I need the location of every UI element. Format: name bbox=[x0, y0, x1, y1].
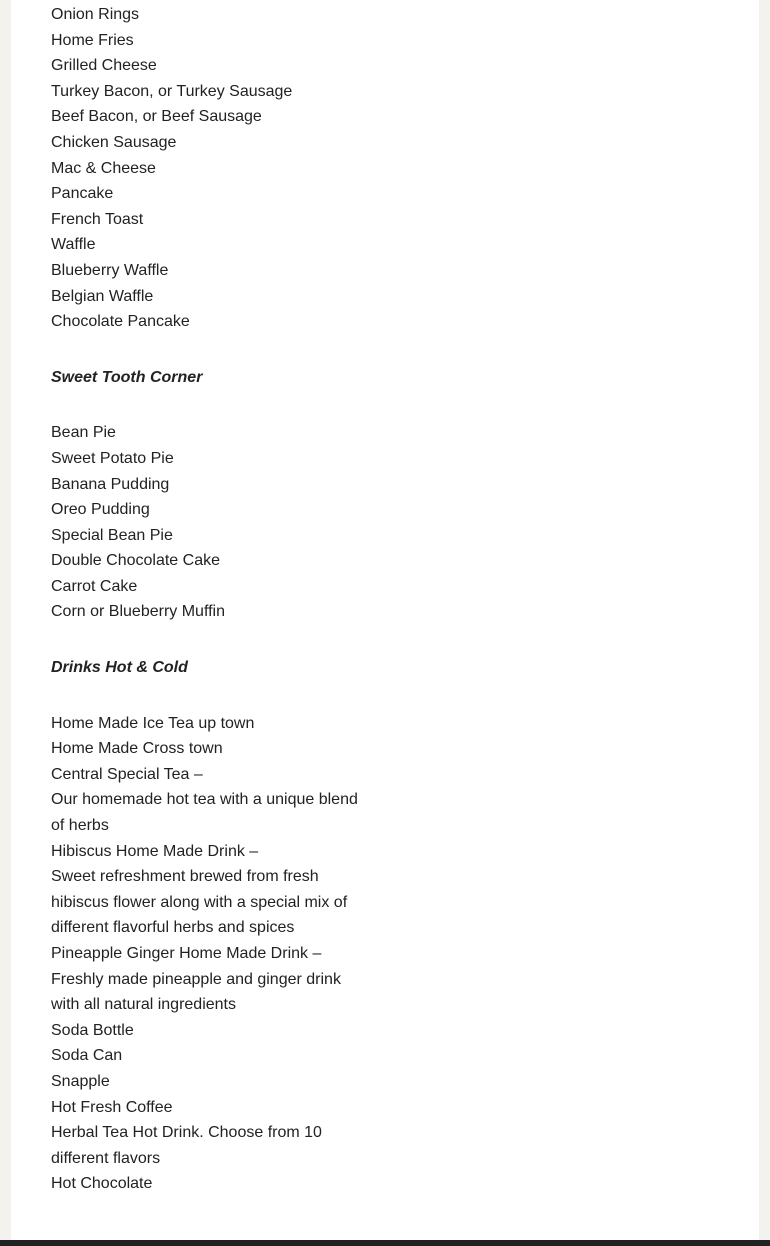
menu-item: Sweet Potato Pie bbox=[51, 449, 174, 467]
menu-item: Soda Can bbox=[51, 1047, 123, 1065]
menu-item-description: Sweet refreshment brewed from fresh hibiscus flower along with a special mix of different flavorful herbs and spices bbox=[51, 868, 348, 937]
menu-item: Central Special Tea – bbox=[51, 765, 203, 783]
menu-item: Oreo Pudding bbox=[51, 501, 150, 519]
menu-item: Waffle bbox=[51, 236, 96, 254]
drinks-list bbox=[51, 711, 371, 1197]
footer-divider bbox=[0, 1240, 770, 1246]
menu-item: Special Bean Pie bbox=[51, 526, 173, 544]
menu-item: Home Made Ice Tea up town bbox=[51, 714, 255, 732]
menu-item: Beef Bacon, or Beef Sausage bbox=[51, 108, 262, 126]
menu-item-description: Freshly made pineapple and ginger drink with all natural ingredients bbox=[51, 970, 341, 1014]
sweet-tooth-heading: Sweet Tooth Corner bbox=[51, 368, 203, 386]
menu-item: Onion Rings bbox=[51, 6, 140, 23]
menu-item: Belgian Waffle bbox=[51, 287, 154, 305]
menu-item: Hot Chocolate bbox=[51, 1175, 153, 1193]
menu-item: Home Fries bbox=[51, 31, 134, 49]
menu-item: Grilled Cheese bbox=[51, 57, 157, 75]
menu-item: French Toast bbox=[51, 210, 144, 228]
menu-item: Hot Fresh Coffee bbox=[51, 1098, 173, 1116]
menu-item: Carrot Cake bbox=[51, 577, 138, 595]
menu-item: Home Made Cross town bbox=[51, 740, 223, 758]
menu-item: Blueberry Waffle bbox=[51, 261, 169, 279]
menu-item-description: Our homemade hot tea with a unique blend of herbs bbox=[51, 791, 358, 835]
menu-item: Pancake bbox=[51, 185, 114, 203]
menu-item: Double Chocolate Cake bbox=[51, 552, 220, 570]
menu-item: Bean Pie bbox=[51, 424, 116, 442]
menu-item: Chocolate Pancake bbox=[51, 313, 190, 331]
sweet-items-list bbox=[51, 420, 371, 625]
menu-item: Banana Pudding bbox=[51, 475, 170, 493]
menu-item: Chicken Sausage bbox=[51, 133, 177, 151]
menu-item: Snapple bbox=[51, 1072, 110, 1090]
menu-item: Mac & Cheese bbox=[51, 159, 156, 177]
menu-item: Pineapple Ginger Home Made Drink – bbox=[51, 945, 322, 962]
menu-item: Soda Bottle bbox=[51, 1021, 134, 1039]
menu-item: Corn or Blueberry Muffin bbox=[51, 603, 225, 621]
menu-content bbox=[51, 2, 371, 1197]
sides-list bbox=[51, 2, 371, 335]
menu-item: Herbal Tea Hot Drink. Choose from 10 different flavors bbox=[51, 1124, 322, 1167]
drinks-heading: Drinks Hot & Cold bbox=[51, 659, 188, 677]
menu-item: Hibiscus Home Made Drink – bbox=[51, 842, 259, 860]
page-content-card bbox=[11, 0, 759, 1240]
menu-item: Turkey Bacon, or Turkey Sausage bbox=[51, 82, 293, 100]
